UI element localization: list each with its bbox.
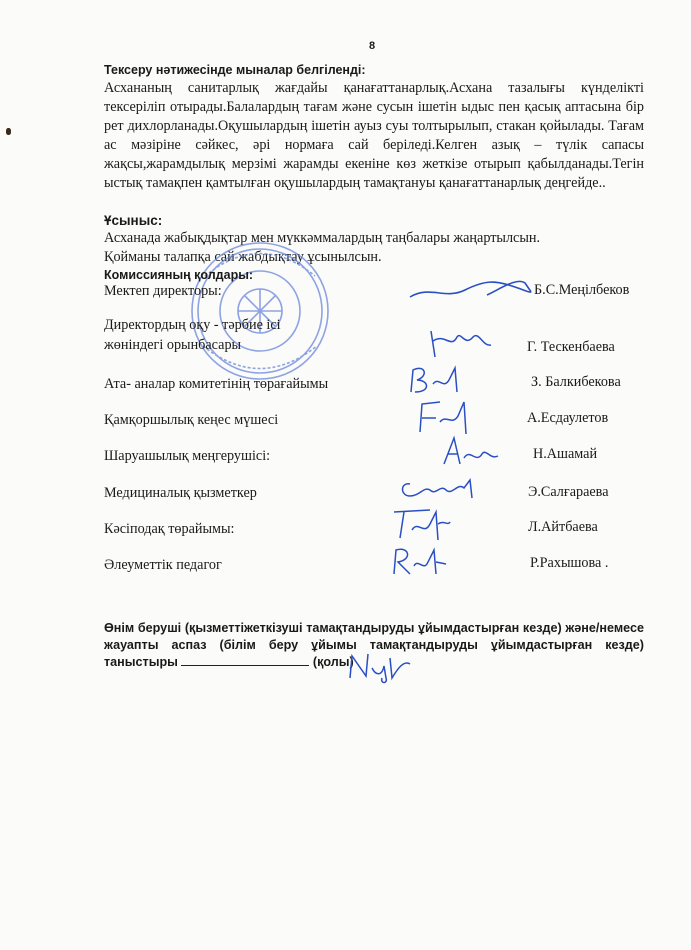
- member-name-household: Н.Ашамай: [533, 446, 598, 462]
- producer-signature-line: [181, 653, 309, 666]
- member-role-household: Шаруашылық меңгерушісі:: [104, 448, 271, 464]
- recommendation-heading: Ұсыныс:: [104, 213, 163, 228]
- findings-heading: Тексеру нәтижесінде мыналар белгіленді:: [104, 63, 366, 77]
- member-role-parents: Ата- аналар комитетінің төрағайымы: [104, 376, 329, 392]
- member-role-director: Мектеп директоры:: [104, 283, 222, 299]
- member-name-trustee: А.Есдаулетов: [527, 410, 609, 426]
- producer-sign-caption: (қолы): [312, 655, 354, 669]
- signature-deputy: [425, 327, 495, 361]
- member-name-director: Б.С.Меңілбеков: [534, 282, 630, 298]
- commission-heading: Комиссияның қолдары:: [104, 268, 254, 282]
- signature-parents: [405, 362, 465, 398]
- signature-social: [388, 544, 448, 578]
- signature-trustee: [412, 396, 472, 438]
- recommendation-line-1: Асханада жабықдықтар мен мүккәммалардың таңбалары жаңартылсын.: [104, 230, 541, 246]
- member-role-deputy-text: Директордың оқу - тәрбие ісі жөніндегі орынбасары: [104, 317, 281, 353]
- member-role-trustee: Қамқоршылық кеңес мүшесі: [104, 412, 279, 428]
- member-name-social: Р.Рахышова .: [530, 555, 609, 571]
- signature-medical: [398, 474, 478, 504]
- school-seal-stamp: [185, 236, 335, 386]
- member-role-deputy: [104, 315, 281, 355]
- member-name-deputy: Г. Тескенбаева: [527, 339, 615, 355]
- producer-text: Өнім беруші (қызметтіжеткізуші тамақтандыруды ұйымдастырған кезде) және/немесе жауапты аспаз (білім беру ұйымы тамақтандыруды ұйымдастырған кезде) таныстыры: [104, 621, 644, 669]
- member-role-medical: Медициналық қызметкер: [104, 485, 257, 501]
- member-name-medical: Э.Салғараева: [528, 484, 609, 500]
- paper-speck: [6, 128, 11, 135]
- member-name-union: Л.Айтбаева: [528, 519, 598, 535]
- member-role-social: Әлеуметтік педагог: [104, 557, 222, 573]
- signature-producer: [342, 650, 417, 684]
- member-name-parents: З. Балкибекова: [531, 374, 621, 390]
- member-role-union: Кәсіподақ төрайымы:: [104, 521, 235, 537]
- signature-director: [405, 275, 540, 305]
- findings-text: Асхананың санитарлық жағдайы қанағаттанарлық.Асхана тазалығы күнделікті тексеріліп отырады.Балалардың тағам және сусын ішетін ыдыс пен қасық аптасына бір рет дихлорланады.Оқушылардың ішетін ауыз суы толтырылып, стакан қойылады. Тағам ас мәзіріне сәйкес, әрі нормаға сай беріледі.Келген азық – түлік сапасы жақсы,жарамдылық мерзімі жарамды екеніне көз жеткізе отырып қабылданады.Тегін ыстық тамақпен қамтылған оқушылардың тамақтануы қанағаттанарлық деңгейде..: [104, 80, 644, 192]
- recommendation-line-2: Қойманы талапқа сай жабдықтау ұсынылсын.: [104, 249, 382, 265]
- signature-household: [440, 434, 500, 468]
- page-number: 8: [369, 40, 376, 52]
- signature-union: [390, 504, 452, 542]
